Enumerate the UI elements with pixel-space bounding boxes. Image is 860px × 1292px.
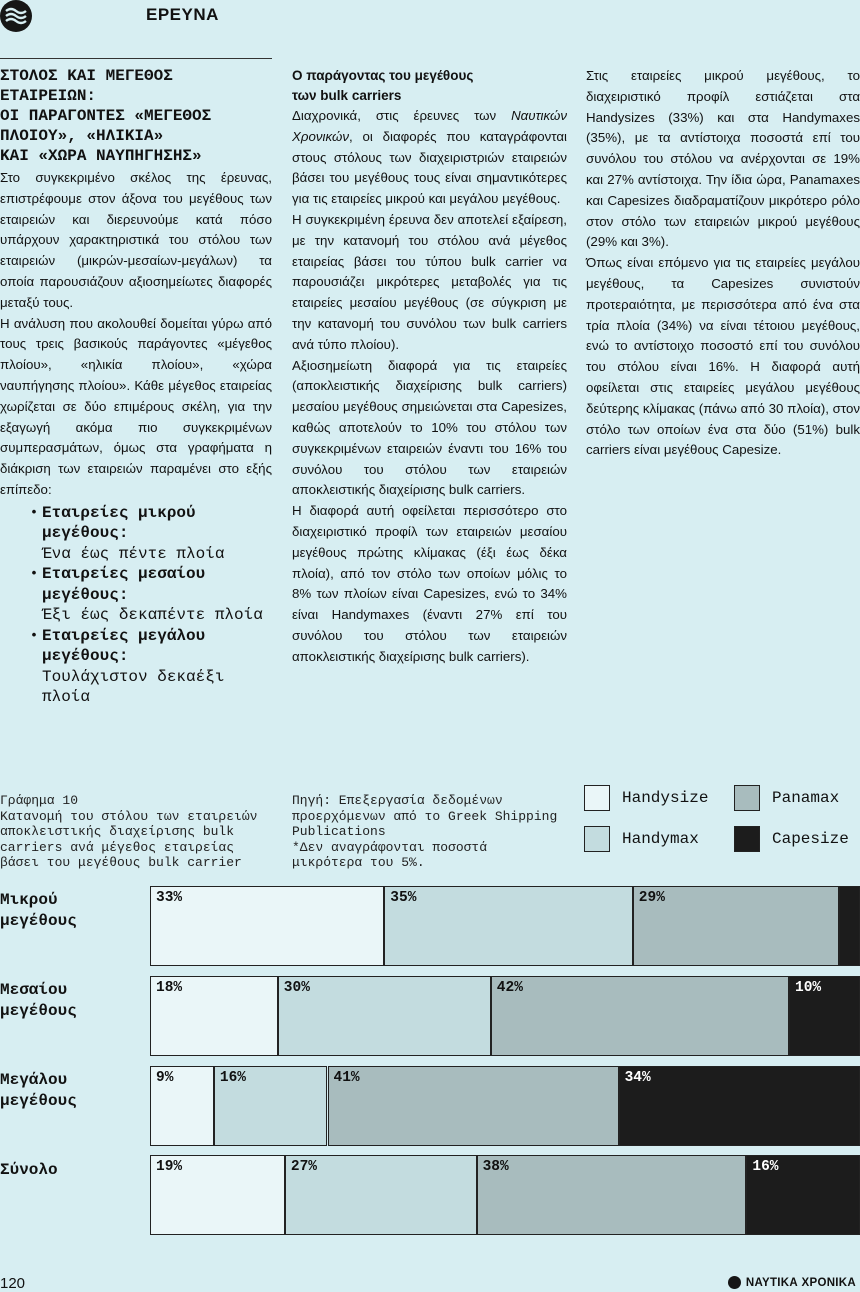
article-column-3	[586, 66, 860, 461]
header-divider	[0, 58, 272, 59]
bar-segment-capesize	[746, 1155, 860, 1235]
legend-label: Capesize	[772, 830, 849, 848]
bullet-icon: •	[30, 504, 38, 520]
paragraph: Η ανάλυση που ακολουθεί δομείται γύρω από τους τρεις βασικούς παράγοντες «μέγεθος πλοίου», «ηλικία πλοίου», «χώρα ναυπήγησης πλοίου». Κάθε μέγεθος εταιρείας χωρίζεται σε δύο επιμέρους σκέλη, για την εξαγωγή ακόμα πιο συγκεκριμένων συμπερασμάτων, όμως στα γραφήματα η διάκριση των εταιρειών παραμένει στο εξής επίπεδο:	[0, 315, 272, 497]
bar-segment-handysize	[150, 976, 278, 1056]
bar-segment-handymax	[214, 1066, 328, 1146]
legend-label: Panamax	[772, 789, 840, 807]
bar-segment-panamax	[477, 1155, 747, 1235]
bullet-icon: •	[30, 566, 38, 582]
note-text: *Δεν αναγράφονται ποσοστά μικρότερα του 5%.	[292, 839, 488, 870]
chart-caption	[0, 793, 272, 871]
chart-source	[292, 793, 562, 871]
data-label: 16%	[752, 1159, 779, 1175]
bar-segment-handysize	[150, 886, 384, 966]
list-item: • Εταιρείες μεσαίου μεγέθους: Έξι έως δεκαπέντε πλοία	[30, 565, 263, 625]
legend-label: Handymax	[622, 830, 699, 848]
legend-label: Handysize	[622, 789, 709, 807]
data-label: 19%	[156, 1159, 183, 1175]
article-column-2	[292, 66, 567, 668]
data-label: 29%	[638, 890, 665, 906]
bar-segment-handymax	[278, 976, 491, 1056]
data-label: 38%	[482, 1159, 509, 1175]
chart-number: Γράφημα 10	[0, 793, 79, 808]
wave-circle-icon	[0, 0, 32, 32]
paragraph: Αξιοσημείωτη διαφορά για τις εταιρείες (αποκλειστικής διαχείρισης bulk carriers) μεσαίου μεγέθους σημειώνεται στα Capesizes, καθώς αποτελούν το 10% του στόλου των συγκεκριμένων εταιρειών έναντι του 16% του συνόλου του στόλου των εταιρειών αποκλειστικής διαχείρισης bulk carriers.	[292, 357, 567, 498]
list-item: • Εταιρείες μεγάλου μεγέθους: Τουλάχιστον δεκαέξι πλοία	[30, 626, 225, 707]
data-label: 18%	[156, 980, 183, 996]
data-label: 42%	[496, 980, 523, 996]
data-label: 16%	[219, 1070, 246, 1086]
paragraph: Διαχρονικά, στις έρευνες των Ναυτικών Χρονικών, οι διαφορές που καταγράφονται στους στόλους των διαχειριστριών εταιρειών βάσει του μεγέθους τους είναι σημαντικότερες για τις εταιρείες μικρού και μεγάλου μεγέθους.	[292, 108, 567, 207]
category-label: Σύνολο	[0, 1161, 58, 1179]
data-label: 41%	[333, 1070, 360, 1086]
legend-item-handysize	[584, 785, 708, 811]
paragraph: Στο συγκεκριμένο σκέλος της έρευνας, επιστρέφουμε στον άξονα του μεγέθους των εταιρειών και διερευνούμε κατά πόσο υπάρχουν χαρακτηριστικά του στόλου των εταιρειών (μικρών-μεσαίων-μεγάλων) τα οποία παρουσιάζουν αξιοσημείωτες διαφορές μεταξύ τους.	[0, 170, 272, 310]
category-label: Μεγάλου μεγέθους	[0, 1071, 77, 1110]
data-label: 30%	[283, 980, 310, 996]
footer-brand	[728, 1276, 856, 1289]
brand-name: ΝΑΥΤΙΚΑ ΧΡΟΝΙΚΑ	[745, 1276, 856, 1289]
legend-item-handymax	[584, 826, 699, 852]
paragraph: Η συγκεκριμένη έρευνα δεν αποτελεί εξαίρεση, με την κατανομή του στόλου ανά μέγεθος εταιρείας βάσει του τύπου bulk carrier να παρουσιάζει μικρότερες μεταβολές για τις εταιρείες μεσαίου μεγέθους (σε σύγκριση με την κατανομή του συνόλου των bulk carriers ανά τύπο πλοίου).	[292, 211, 567, 352]
data-label: 27%	[290, 1159, 317, 1175]
paragraph: Όπως είναι επόμενο για τις εταιρείες μεγάλου μεγέθους, τα Capesizes συνιστούν προτεραιότητα, με περισσότερα από ένα στα τρία πλοία (34%) να είναι τέτοιου μεγέθους, ενώ το αντίστοιχο ποσοστό επί του συνόλου του στόλου είναι 16%. Η διαφορά αυτή οφείλεται στις εταιρείες μεγάλου μεγέθους δεύτερης κλίμακας (πάνω από 30 πλοία), στον στόλο των οποίων ένα στα δύο (51%) bulk carriers είναι μεγέθους Capesize.	[586, 255, 860, 458]
wave-circle-icon	[728, 1276, 741, 1289]
bar-segment-panamax	[491, 976, 789, 1056]
legend-swatch	[734, 826, 760, 852]
company-size-list	[0, 503, 272, 708]
section-title: ΕΡΕΥΝΑ	[146, 5, 219, 24]
publication-name: Ναυτικών Χρονικών	[292, 108, 567, 144]
bar-segment-panamax	[633, 886, 839, 966]
paragraph: Στις εταιρείες μικρού μεγέθους, το διαχειριστικό προφίλ εστιάζεται στα Handysizes (33%) και στα Handymaxes (35%), με τα αντίστοιχα ποσοστά επί του συνόλου του στόλου να ανέρχονται σε 19% και 27% αντίστοιχα. Την ίδια ώρα, Panamaxes και Capesizes διαδραματίζουν μικρότερο ρόλο στον στόλο των εταιρειών μικρού μεγέθους (29% και 3%).	[586, 68, 860, 250]
data-label: 33%	[156, 890, 183, 906]
legend-swatch	[734, 785, 760, 811]
bar-segment-capesize	[839, 886, 860, 966]
bar-segment-capesize	[789, 976, 860, 1056]
bar-segment-handysize	[150, 1155, 285, 1235]
bar-segment-handymax	[285, 1155, 477, 1235]
article-column-1	[0, 66, 272, 708]
page-number: 120	[0, 1275, 26, 1292]
paragraph: Η διαφορά αυτή οφείλεται περισσότερο στο διαχειριστικό προφίλ των εταιρειών μεσαίου μεγέθους πρώτης κλίμακας (έξι έως δέκα πλοία), από τον στόλο των οποίων μόλις το 8% των πλοίων είναι Capesizes, ενώ το 34% είναι Handymaxes (έναντι 27% επί του συνόλου του στόλου των εταιρειών αποκλειστικής διαχείρισης bulk carriers).	[292, 503, 567, 664]
data-label: 34%	[624, 1070, 651, 1086]
legend-swatch	[584, 785, 610, 811]
bar-segment-panamax	[328, 1066, 619, 1146]
category-label: Μικρού μεγέθους	[0, 891, 77, 930]
legend-item-capesize	[734, 826, 849, 852]
legend-swatch	[584, 826, 610, 852]
data-label: 35%	[390, 890, 417, 906]
list-item: • Εταιρείες μικρού μεγέθους: Ένα έως πέντε πλοία	[30, 503, 225, 563]
legend-item-panamax	[734, 785, 839, 811]
bar-segment-handysize	[150, 1066, 214, 1146]
bar-segment-handymax	[384, 886, 633, 966]
source-text: Πηγή: Επεξεργασία δεδομένων προερχόμενων από το Greek Shipping Publications	[292, 793, 558, 839]
subheading: Ο παράγοντας του μεγέθους των bulk carriers	[292, 68, 474, 103]
category-label: Μεσαίου μεγέθους	[0, 981, 77, 1020]
bullet-icon: •	[30, 627, 38, 643]
chart-description: Κατανομή του στόλου των εταιρειών αποκλειστικής διαχείρισης bulk carriers ανά μέγεθος εταιρείας βάσει του μεγέθους bulk carrier	[0, 808, 258, 870]
article-heading: ΣΤΟΛΟΣ ΚΑΙ ΜΕΓΕΘΟΣ ΕΤΑΙΡΕΙΩΝ: ΟΙ ΠΑΡΑΓΟΝΤΕΣ «ΜΕΓΕΘΟΣ ΠΛΟΙΟΥ», «ΗΛΙΚΙΑ» ΚΑΙ «ΧΩΡΑ ΝΑΥΠΗΓΗΣΗΣ»	[0, 67, 212, 165]
bar-segment-capesize	[619, 1066, 860, 1146]
data-label: 10%	[795, 980, 822, 996]
data-label: 9%	[156, 1070, 174, 1086]
